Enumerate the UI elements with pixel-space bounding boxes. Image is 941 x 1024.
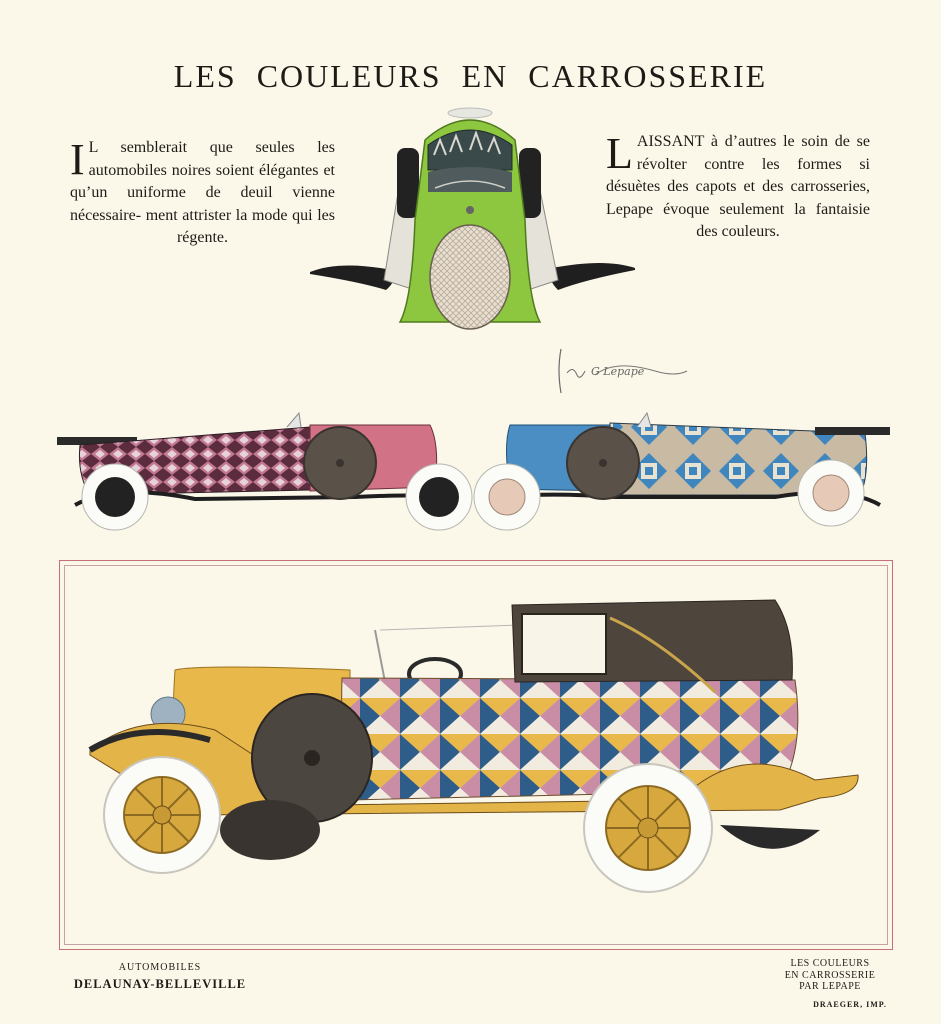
left-paragraph <box>70 137 335 250</box>
yellow-harlequin-car <box>80 590 880 910</box>
caption-left <box>70 962 250 992</box>
page-title: LES COULEURS EN CARROSSERIE <box>173 58 768 94</box>
left-paragraph-text: L semblerait que seules les automobiles noires soient élégantes et qu’un uniforme de deuil vienne nécessaire- ment attrister la mode qui les régente. <box>70 139 335 246</box>
caption-left-line2: DELAUNAY-BELLEVILLE <box>73 977 247 991</box>
side-view-cars <box>55 405 895 540</box>
right-paragraph-text: AISSANT à d’autres le soin de se révolter contre les formes si désuètes des capots et des carrosseries, Lepape évoque seulement la fantaisie des couleurs. <box>606 133 870 240</box>
caption-right <box>765 958 895 993</box>
signature-text: G Lepape <box>591 365 645 378</box>
caption-right-line2: EN CARROSSERIE <box>784 969 876 981</box>
caption-right-line3: PAR LEPAPE <box>799 981 861 992</box>
printer-credit: DRAEGER, IMP. <box>813 1000 887 1009</box>
right-paragraph <box>606 131 870 244</box>
caption-left-line1: AUTOMOBILES <box>118 962 202 973</box>
left-dropcap: I <box>70 135 85 184</box>
pink-car-side-view <box>57 413 472 530</box>
right-dropcap: L <box>606 129 633 178</box>
blue-car-side-view <box>474 413 890 530</box>
caption-right-line1: LES COULEURS <box>790 958 870 969</box>
artist-signature <box>555 345 705 395</box>
green-car-front-view <box>300 100 645 340</box>
